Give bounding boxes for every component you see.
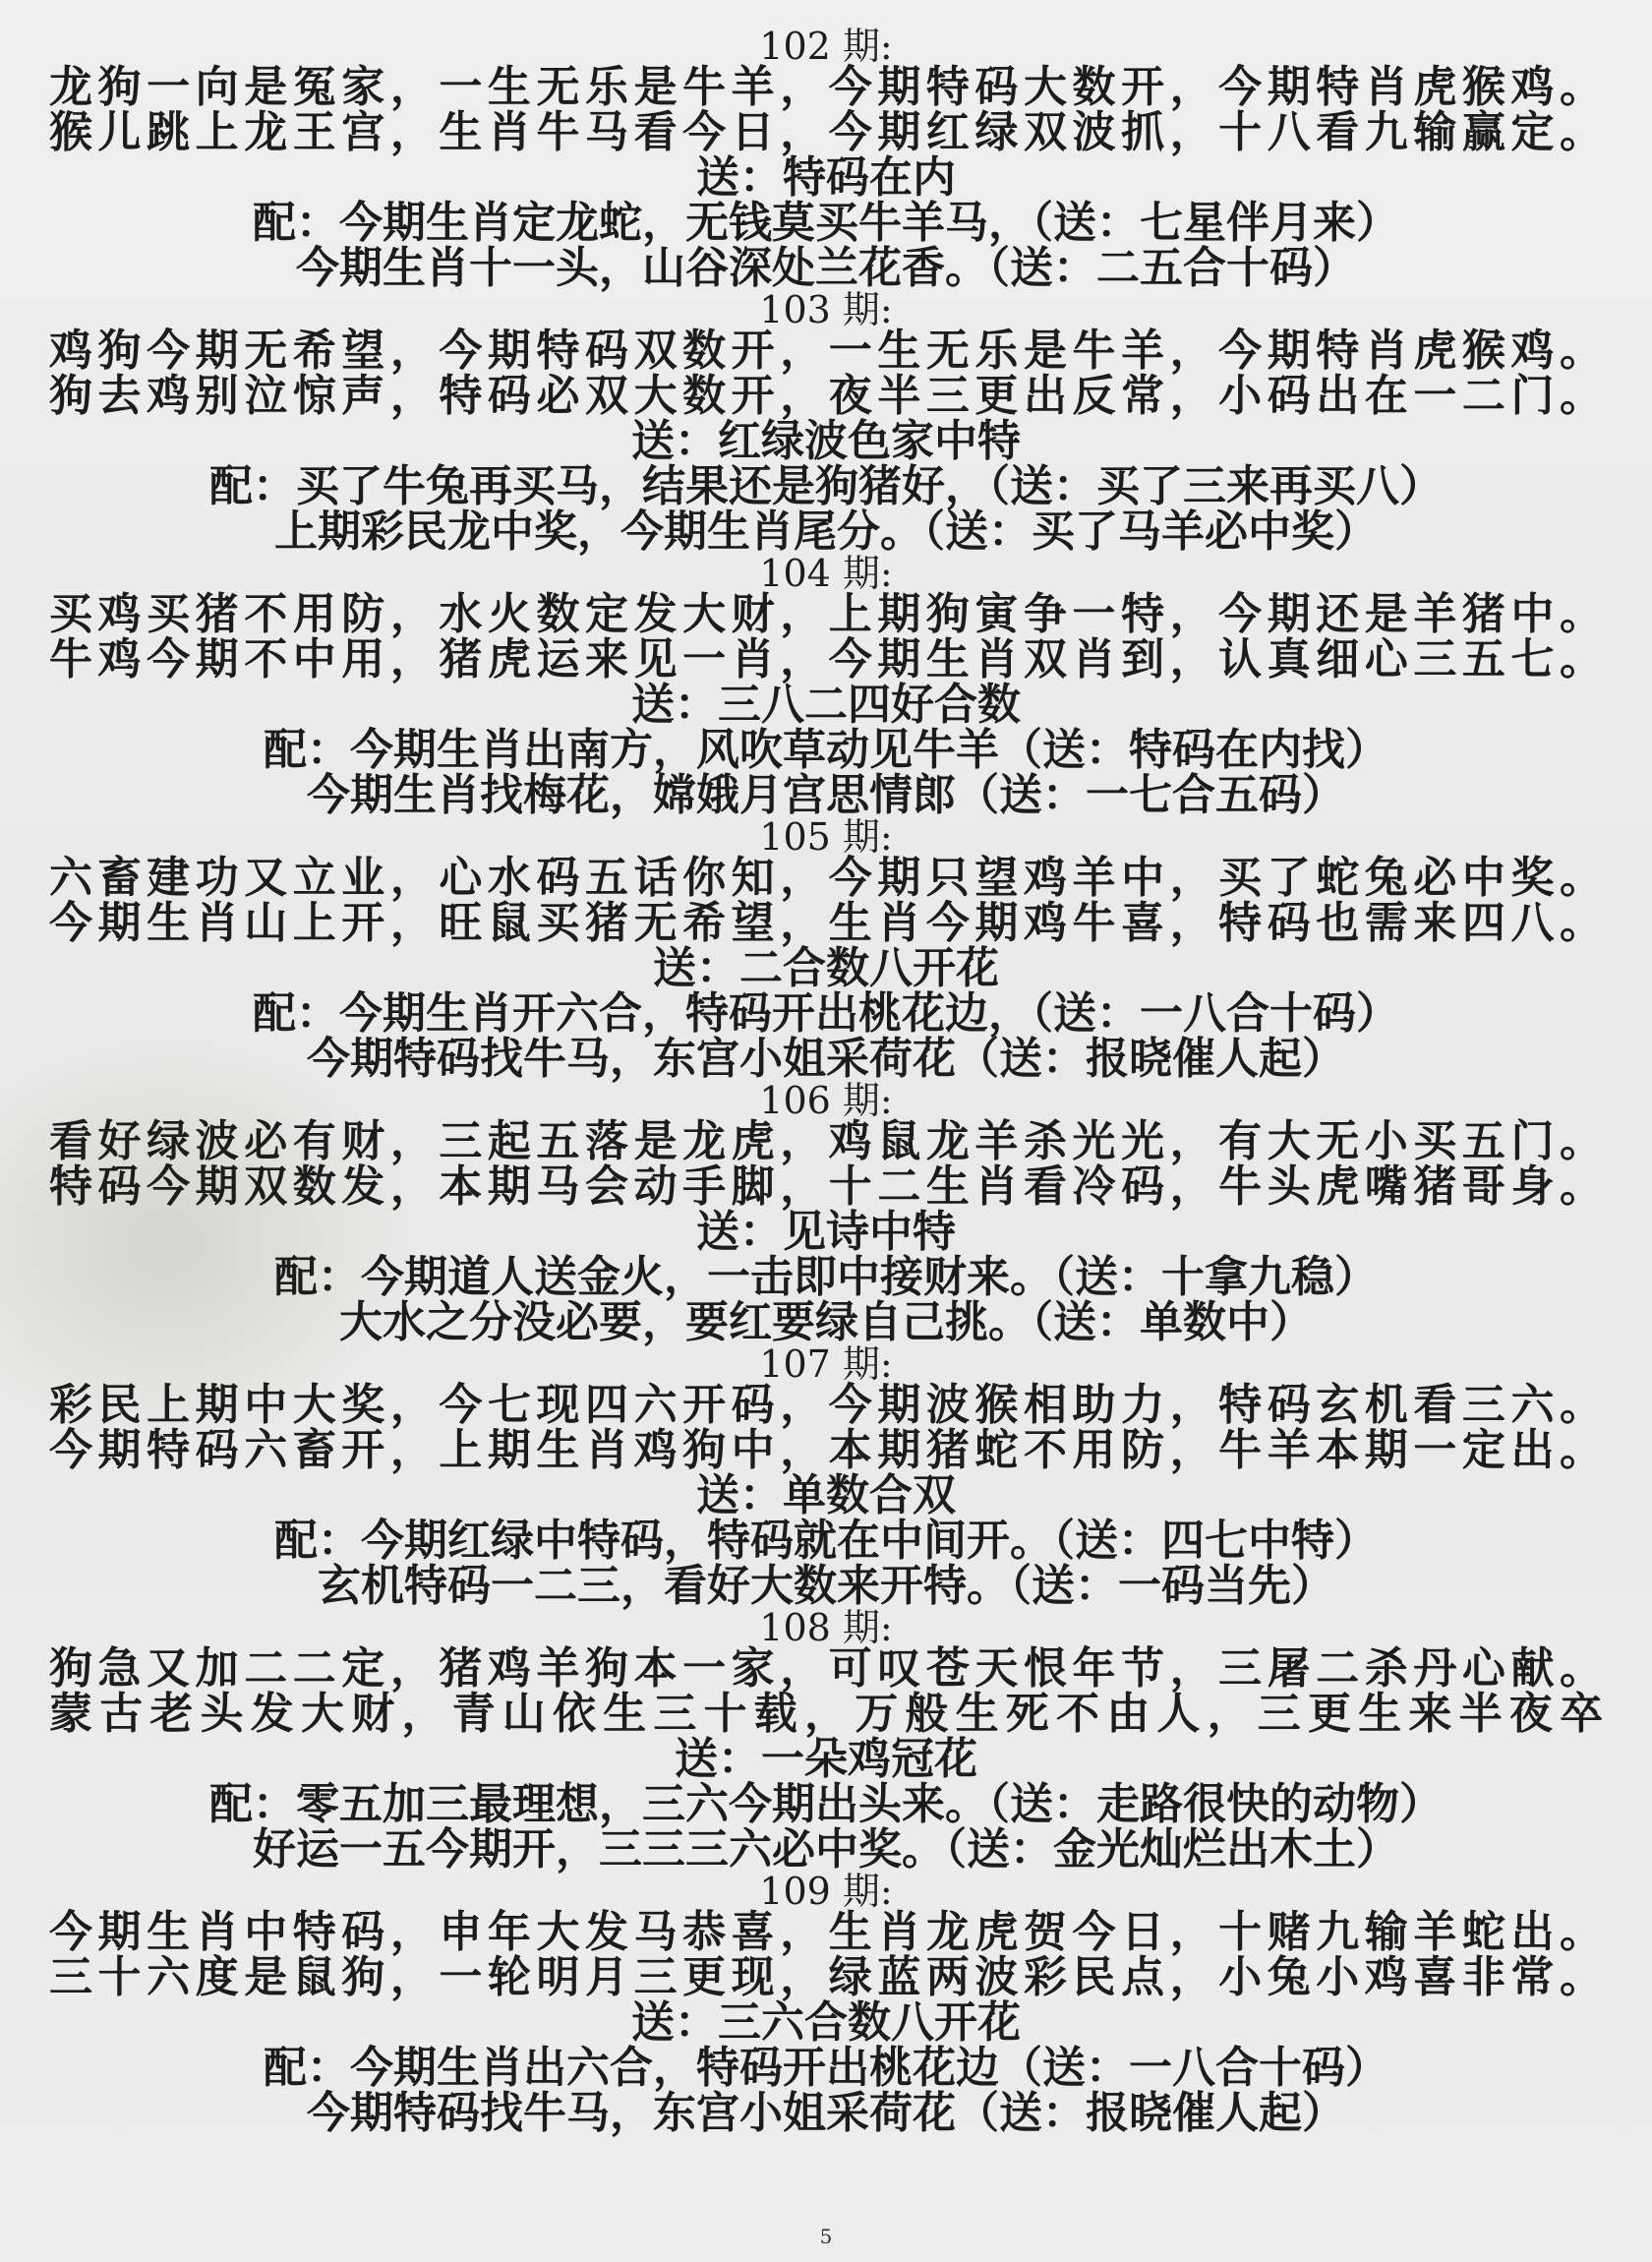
poem-line: 六畜建功又立业，心水码五话你知，今期只望鸡羊中，买了蛇兔必中奖。	[49, 853, 1603, 903]
match-line: 玄机特码一二三，看好大数来开特。（送：一码当先）	[318, 1561, 1334, 1611]
issue-number: 108 期:	[759, 1606, 893, 1649]
poem-line: 看好绿波必有财，三起五落是龙虎，鸡鼠龙羊杀光光，有大无小买五门。	[49, 1116, 1603, 1166]
document-page	[49, 25, 1603, 2211]
issue-section	[49, 1342, 1603, 1611]
issue-number: 109 期:	[759, 1870, 893, 1913]
gift-line: 送：单数合双	[696, 1470, 956, 1520]
issue-section	[49, 815, 1603, 1084]
gift-line: 送：特码在内	[696, 152, 956, 203]
match-line: 配：今期生肖定龙蛇，无钱莫买牛羊马，（送：七星伴月来）	[253, 198, 1399, 248]
issue-section	[49, 288, 1603, 557]
match-line: 配：买了牛兔再买马，结果还是狗猪好，（送：买了三来再买八）	[209, 461, 1443, 511]
poem-line: 买鸡买猪不用防，水火数定发大财，上期狗寅争一特，今期还是羊猪中。	[49, 589, 1603, 639]
gift-line: 送：红绿波色家中特	[631, 416, 1021, 466]
match-line: 上期彩民龙中奖，今期生肖尾分。（送：买了马羊必中奖）	[274, 506, 1378, 557]
poem-line: 狗急又加二二定，猪鸡羊狗本一家，可叹苍天恨年节，三屠二杀丹心献。	[49, 1643, 1603, 1694]
poem-line: 猴儿跳上龙王宫，生肖牛马看今日，今期红绿双波抓，十八看九输赢定。	[49, 107, 1603, 157]
gift-line: 送：二合数八开花	[653, 943, 999, 993]
match-line: 配：今期生肖出南方，风吹草动见牛羊（送：特码在内找）	[264, 725, 1388, 775]
match-line: 配：零五加三最理想，三六今期出头来。（送：走路很快的动物）	[209, 1779, 1443, 1829]
issue-section	[49, 1606, 1603, 1875]
match-line: 配：今期生肖开六合，特码开出桃花边，（送：一八合十码）	[253, 988, 1399, 1039]
issue-number: 105 期:	[759, 815, 893, 859]
issue-section	[49, 552, 1603, 820]
issue-number: 102 期:	[759, 25, 893, 68]
poem-line: 牛鸡今期不中用，猪虎运来见一肖，今期生肖双肖到，认真细心三五七。	[49, 634, 1603, 685]
poem-line: 龙狗一向是冤家，一生无乐是牛羊，今期特码大数开，今期特肖虎猴鸡。	[49, 62, 1603, 112]
poem-line: 特码今期双数发，本期马会动手脚，十二生肖看冷码，牛头虎嘴猪哥身。	[49, 1161, 1603, 1212]
poem-line: 今期生肖中特码，申年大发马恭喜，生肖龙虎贺今日，十赌九输羊蛇出。	[49, 1907, 1603, 1957]
issue-section	[49, 1079, 1603, 1347]
poem-line: 彩民上期中大奖，今七现四六开码，今期波猴相助力，特码玄机看三六。	[49, 1380, 1603, 1430]
poem-line: 狗去鸡别泣惊声，特码必双大数开，夜半三更出反常，小码出在一二门。	[49, 371, 1603, 421]
gift-line: 送：三六合数八开花	[631, 1997, 1021, 2048]
match-line: 配：今期道人送金火，一击即中接财来。（送：十拿九稳）	[274, 1252, 1378, 1302]
gift-line: 送：见诗中特	[696, 1207, 956, 1257]
gift-line: 送：一朵鸡冠花	[675, 1734, 977, 1784]
issue-number: 103 期:	[759, 288, 893, 331]
match-line: 今期特码找牛马，东宫小姐采荷花（送：报晓催人起）	[307, 1034, 1345, 1084]
poem-line: 今期特码六畜开，上期生肖鸡狗中，本期猪蛇不用防，牛羊本期一定出。	[49, 1425, 1603, 1475]
match-line: 今期生肖找梅花，嫦娥月宫思情郎（送：一七合五码）	[307, 770, 1345, 820]
match-line: 好运一五今期开，三三三六必中奖。（送：金光灿烂出木土）	[253, 1824, 1399, 1875]
poem-line: 蒙古老头发大财，青山依生三十载，万般生死不由人，三更生来半夜卒	[49, 1689, 1603, 1739]
match-line: 配：今期生肖出六合，特码开出桃花边（送：一八合十码）	[264, 2043, 1388, 2093]
issue-number: 107 期:	[759, 1342, 893, 1386]
issue-section	[49, 1870, 1603, 2138]
gift-line: 送：三八二四好合数	[631, 680, 1021, 730]
match-line: 今期特码找牛马，东宫小姐采荷花（送：报晓催人起）	[307, 2088, 1345, 2138]
poem-line: 三十六度是鼠狗，一轮明月三更现，绿蓝两波彩民点，小兔小鸡喜非常。	[49, 1952, 1603, 2002]
issue-section	[49, 25, 1603, 293]
issue-number: 104 期:	[759, 552, 893, 595]
page-number: 5	[819, 2225, 833, 2248]
match-line: 大水之分没必要，要红要绿自己挑。（送：单数中）	[339, 1297, 1313, 1347]
poem-line: 鸡狗今期无希望，今期特码双数开，一生无乐是牛羊，今期特肖虎猴鸡。	[49, 326, 1603, 376]
issue-number: 106 期:	[759, 1079, 893, 1122]
poem-line: 今期生肖山上开，旺鼠买猪无希望，生肖今期鸡牛喜，特码也需来四八。	[49, 898, 1603, 948]
match-line: 配：今期红绿中特码，特码就在中间开。（送：四七中特）	[274, 1516, 1378, 1566]
match-line: 今期生肖十一头，山谷深处兰花香。（送：二五合十码）	[296, 243, 1356, 293]
